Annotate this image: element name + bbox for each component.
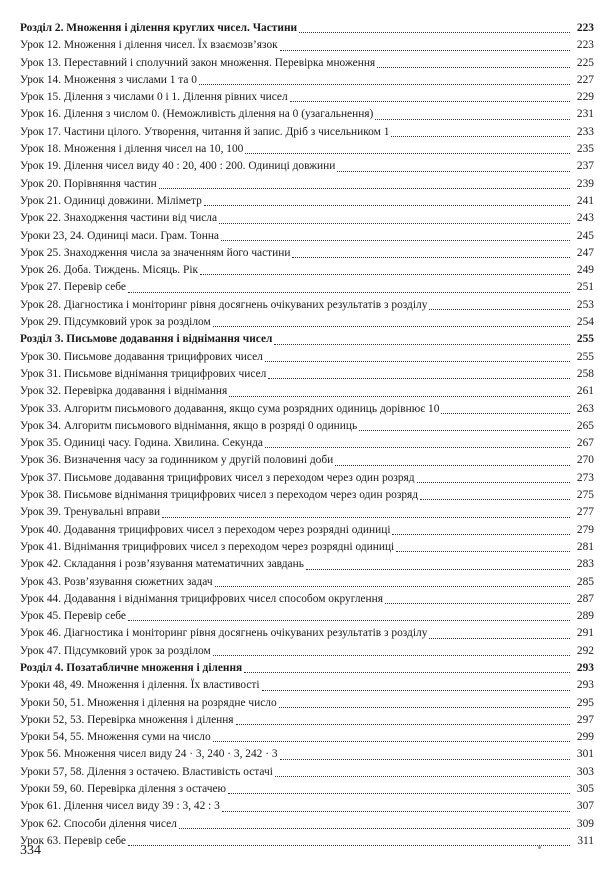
toc-entry-page: 275 <box>576 489 594 502</box>
toc-entry-page: 301 <box>576 748 594 761</box>
toc-entry-row <box>20 228 594 245</box>
toc-entry-page: 233 <box>576 125 594 138</box>
toc-entry-row <box>20 366 594 383</box>
toc-entry-title: Урок 62. Способи ділення чисел <box>20 817 177 830</box>
toc-entry-row <box>20 539 594 556</box>
toc-entry-row <box>20 591 594 608</box>
dot-leader <box>245 152 570 154</box>
dot-leader <box>204 204 570 206</box>
dot-leader <box>359 429 570 431</box>
toc-entry-page: 309 <box>576 817 594 830</box>
toc-entry-page: 231 <box>576 108 594 121</box>
toc-entry-page: 237 <box>576 160 594 173</box>
toc-entry-row <box>20 72 594 89</box>
toc-entry-title: Урок 15. Ділення з числами 0 і 1. Ділення рівних чисел <box>20 91 288 104</box>
toc-entry-title: Розділ 2. Множення і ділення круглих чисел. Частини <box>20 22 298 34</box>
page-number: 334 <box>20 843 41 858</box>
toc-entry-title: Урок 41. Віднімання трицифрових чисел з переходом через розрядні одиниці <box>20 540 395 553</box>
dot-leader <box>244 671 570 673</box>
dot-leader <box>306 568 570 570</box>
table-of-contents <box>20 20 594 850</box>
dot-leader <box>335 464 570 466</box>
toc-entry-row <box>20 279 594 296</box>
toc-entry-page: 251 <box>576 281 594 294</box>
toc-entry-page: 239 <box>576 177 594 190</box>
toc-entry-page: 254 <box>576 316 594 329</box>
dot-leader <box>274 343 570 345</box>
toc-entry-row <box>20 833 594 850</box>
toc-entry-title: Урок 61. Ділення чисел виду 39 : 3, 42 : 3 <box>20 800 220 813</box>
toc-entry-title: Уроки 48, 49. Множення і ділення. Їх властивості <box>20 679 260 692</box>
toc-entry-title: Урок 27. Перевір себе <box>20 281 126 294</box>
toc-entry-page: 279 <box>576 523 594 536</box>
toc-entry-page: 303 <box>576 765 594 778</box>
toc-entry-title: Урок 25. Знаходження числа за значенням його частини <box>20 246 291 259</box>
toc-entry-row <box>20 55 594 72</box>
dot-leader <box>280 758 570 760</box>
dot-leader <box>162 516 570 518</box>
toc-entry-page: 253 <box>576 298 594 311</box>
toc-entry-page: 255 <box>576 350 594 363</box>
dot-leader <box>429 637 570 639</box>
toc-section-row <box>20 331 594 348</box>
toc-entry-page: 270 <box>576 454 594 467</box>
dot-leader <box>292 256 570 258</box>
toc-entry-row <box>20 401 594 418</box>
toc-entry-page: 255 <box>576 333 594 346</box>
toc-entry-row <box>20 746 594 763</box>
toc-entry-title: Урок 31. Письмове віднімання трицифрових чисел <box>20 367 267 380</box>
toc-entry-title: Урок 35. Одиниці часу. Година. Хвилина. Секунда <box>20 437 263 450</box>
toc-entry-title: Урок 43. Розв’язування сюжетних задач <box>20 575 213 588</box>
dot-leader <box>275 775 570 777</box>
toc-entry-row <box>20 487 594 504</box>
toc-entry-row <box>20 643 594 660</box>
toc-entry-title: Урок 22. Знаходження частини від числа <box>20 212 218 225</box>
toc-entry-row <box>20 625 594 642</box>
dot-leader <box>228 792 570 794</box>
dot-leader <box>299 31 570 33</box>
dot-leader <box>268 377 570 379</box>
toc-entry-page: 311 <box>577 834 594 847</box>
dot-leader <box>280 49 570 51</box>
toc-entry-title: Урок 21. Одиниці довжини. Міліметр <box>20 194 202 207</box>
toc-entry-page: 247 <box>576 246 594 259</box>
dot-leader <box>265 446 570 448</box>
toc-entry-page: 273 <box>576 471 594 484</box>
toc-entry-page: 267 <box>576 437 594 450</box>
dot-leader <box>215 585 570 587</box>
toc-entry-page: 263 <box>576 402 594 415</box>
toc-entry-row <box>20 297 594 314</box>
toc-entry-row <box>20 106 594 123</box>
toc-entry-title: Урок 17. Частини цілого. Утворення, читання й запис. Дріб з чисельником 1 <box>20 125 390 138</box>
toc-entry-row <box>20 349 594 366</box>
toc-entry-row <box>20 816 594 833</box>
toc-entry-title: Урок 45. Перевір себе <box>20 610 126 623</box>
toc-entry-row <box>20 245 594 262</box>
dot-leader <box>213 740 570 742</box>
toc-entry-page: 249 <box>576 264 594 277</box>
toc-entry-row <box>20 470 594 487</box>
toc-entry-title: Урок 13. Переставний і сполучний закон множення. Перевірка множення <box>20 56 376 69</box>
toc-entry-page: 258 <box>576 367 594 380</box>
toc-entry-page: 229 <box>576 91 594 104</box>
dot-leader <box>429 308 570 310</box>
toc-entry-title: Урок 42. Складання і розв’язування математичних завдань <box>20 558 304 571</box>
toc-entry-page: 305 <box>576 783 594 796</box>
dot-leader <box>229 395 570 397</box>
dot-leader <box>290 100 570 102</box>
toc-entry-title: Урок 40. Додавання трицифрових чисел з переходом через розрядні одиниці <box>20 523 391 536</box>
toc-entry-row <box>20 712 594 729</box>
toc-entry-page: 287 <box>576 592 594 605</box>
toc-entry-page: 241 <box>576 194 594 207</box>
dot-leader <box>385 602 570 604</box>
toc-entry-page: 265 <box>576 419 594 432</box>
toc-entry-row <box>20 608 594 625</box>
dot-leader <box>200 273 570 275</box>
toc-entry-title: Урок 26. Доба. Тиждень. Місяць. Рік <box>20 264 199 277</box>
toc-entry-title: Урок 56. Множення чисел виду 24 · 3, 240 · 3, 242 · 3 <box>20 748 278 761</box>
toc-entry-row <box>20 764 594 781</box>
dot-leader <box>420 498 570 500</box>
toc-entry-page: 289 <box>576 610 594 623</box>
toc-entry-page: 299 <box>576 731 594 744</box>
toc-entry-row <box>20 193 594 210</box>
toc-entry-title: Урок 19. Ділення чисел виду 40 : 20, 400 : 200. Одиниці довжини <box>20 160 336 173</box>
toc-entry-row <box>20 141 594 158</box>
dot-leader <box>396 550 570 552</box>
toc-entry-title: Уроки 57, 58. Ділення з остачею. Властивість остачі <box>20 765 273 778</box>
dot-leader <box>128 291 570 293</box>
toc-entry-page: 223 <box>576 39 594 52</box>
toc-entry-page: 245 <box>576 229 594 242</box>
toc-entry-row <box>20 452 594 469</box>
toc-entry-row <box>20 314 594 331</box>
dot-leader <box>179 827 570 829</box>
dot-leader <box>213 325 570 327</box>
toc-entry-row <box>20 695 594 712</box>
toc-entry-page: 297 <box>576 713 594 726</box>
dot-leader <box>128 619 570 621</box>
toc-entry-page: 225 <box>576 56 594 69</box>
toc-entry-row <box>20 158 594 175</box>
toc-entry-title: Урок 30. Письмове додавання трицифрових чисел <box>20 350 263 363</box>
dot-leader <box>159 187 570 189</box>
toc-entry-title: Урок 63. Перевір себе <box>20 834 126 847</box>
toc-entry-row <box>20 781 594 798</box>
dot-leader <box>199 83 570 85</box>
dot-leader <box>441 412 570 414</box>
dot-leader <box>265 360 570 362</box>
toc-entry-row <box>20 522 594 539</box>
toc-entry-row <box>20 798 594 815</box>
toc-entry-title: Урок 47. Підсумковий урок за розділом <box>20 644 211 657</box>
toc-section-row <box>20 20 594 37</box>
dot-leader <box>262 689 570 691</box>
dot-leader <box>375 118 570 120</box>
dot-leader <box>236 723 570 725</box>
toc-entry-title: Урок 33. Алгоритм письмового додавання, якщо сума розрядних одиниць дорівнює 10 <box>20 402 440 415</box>
toc-entry-title: Розділ 4. Позатабличне множення і ділення <box>20 661 243 674</box>
toc-entry-page: 293 <box>576 679 594 692</box>
toc-entry-page: 283 <box>576 558 594 571</box>
toc-entry-page: 223 <box>576 22 594 34</box>
toc-entry-row <box>20 383 594 400</box>
toc-entry-title: Урок 39. Тренувальні вправи <box>20 506 161 519</box>
dot-leader <box>391 135 570 137</box>
toc-entry-title: Уроки 50, 51. Множення і ділення на розрядне число <box>20 696 277 709</box>
toc-entry-title: Урок 36. Визначення часу за годинником у другій половині доби <box>20 454 334 467</box>
dot-leader <box>219 222 570 224</box>
dot-leader <box>128 844 570 846</box>
toc-entry-row <box>20 418 594 435</box>
toc-entry-page: 227 <box>576 73 594 86</box>
toc-entry-page: 277 <box>576 506 594 519</box>
toc-entry-title: Урок 18. Множення і ділення чисел на 10, 100 <box>20 143 244 156</box>
toc-entry-page: 295 <box>576 696 594 709</box>
toc-section-row <box>20 660 594 677</box>
toc-entry-page: 293 <box>576 661 594 674</box>
toc-entry-title: Уроки 59, 60. Перевірка ділення з остачею <box>20 783 227 796</box>
dot-leader <box>417 481 570 483</box>
toc-entry-page: 307 <box>576 800 594 813</box>
toc-entry-title: Урок 29. Підсумковий урок за розділом <box>20 316 211 329</box>
dot-leader <box>221 239 570 241</box>
dot-leader <box>392 533 570 535</box>
toc-entry-row <box>20 176 594 193</box>
toc-entry-title: Урок 34. Алгоритм письмового віднімання, якщо в розряді 0 одиниць <box>20 419 358 432</box>
toc-entry-title: Урок 28. Діагностика і моніторинг рівня досягнень очікуваних результатів з розділу <box>20 298 428 311</box>
toc-entry-row <box>20 556 594 573</box>
dot-leader <box>222 810 570 812</box>
dot-leader <box>213 654 570 656</box>
toc-entry-page: 235 <box>576 143 594 156</box>
toc-entry-title: Розділ 3. Письмове додавання і віднімання чисел <box>20 333 273 346</box>
toc-entry-page: 285 <box>576 575 594 588</box>
toc-entry-title: Урок 20. Порівняння частин <box>20 177 157 190</box>
toc-entry-title: Урок 16. Ділення з числом 0. (Неможливість ділення на 0 (узагальнення) <box>20 108 374 121</box>
toc-entry-title: Урок 37. Письмове додавання трицифрових чисел з переходом через один розряд <box>20 471 415 484</box>
toc-entry-row <box>20 89 594 106</box>
toc-entry-title: Урок 44. Додавання і віднімання трицифрових чисел способом округлення <box>20 592 383 605</box>
toc-entry-row <box>20 124 594 141</box>
toc-entry-row <box>20 574 594 591</box>
toc-entry-title: Уроки 23, 24. Одиниці маси. Грам. Тонна <box>20 229 219 242</box>
toc-entry-row <box>20 37 594 54</box>
toc-entry-title: Урок 38. Письмове віднімання трицифрових чисел з переходом через один розряд <box>20 489 419 502</box>
toc-entry-page: 243 <box>576 212 594 225</box>
dot-leader <box>377 66 570 68</box>
toc-entry-row <box>20 504 594 521</box>
toc-entry-row <box>20 729 594 746</box>
toc-entry-title: Уроки 52, 53. Перевірка множення і ділення <box>20 713 234 726</box>
dot-leader <box>279 706 570 708</box>
toc-entry-title: Урок 32. Перевірка додавання і віднімання <box>20 385 228 398</box>
toc-entry-title: Урок 12. Множення і ділення чисел. Їх взаємозв’язок <box>20 39 278 52</box>
toc-entry-row <box>20 677 594 694</box>
toc-entry-row <box>20 435 594 452</box>
dot-leader <box>337 170 570 172</box>
toc-entry-page: 292 <box>576 644 594 657</box>
toc-entry-page: 261 <box>576 385 594 398</box>
scan-smudge <box>538 846 541 849</box>
toc-entry-page: 291 <box>576 627 594 640</box>
toc-entry-title: Урок 14. Множення з числами 1 та 0 <box>20 73 197 86</box>
toc-entry-row <box>20 262 594 279</box>
toc-entry-title: Урок 46. Діагностика і моніторинг рівня досягнень очікуваних результатів з розділу <box>20 627 428 640</box>
toc-entry-page: 281 <box>576 540 594 553</box>
toc-entry-title: Уроки 54, 55. Множення суми на число <box>20 731 211 744</box>
toc-entry-row <box>20 210 594 227</box>
